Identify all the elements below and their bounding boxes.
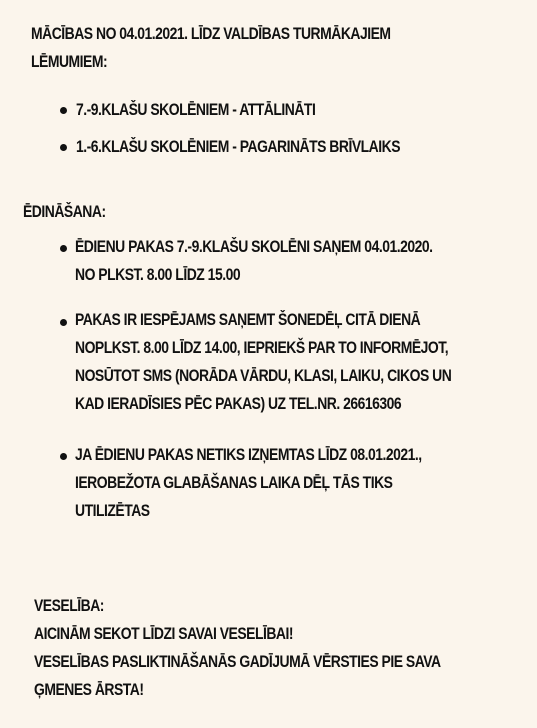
- intro-title: [31, 20, 391, 76]
- health-line: AICINĀM SEKOT LĪDZI SAVAI VESELĪBAI!: [34, 624, 294, 643]
- bullet-icon: [60, 144, 67, 151]
- list-item-text: 7.-9.KLAŠU SKOLĒNIEM - ATTĀLINĀTI: [76, 100, 316, 119]
- bullet-icon: [60, 453, 67, 460]
- bullet-icon: [60, 319, 67, 326]
- list-item-line: IEROBEŽOTA GLABĀŠANAS LAIKA DĒĻ TĀS TIKS: [75, 473, 393, 492]
- health-line: ĢMENES ĀRSTA!: [34, 680, 144, 699]
- intro-title-line: MĀCĪBAS NO 04.01.2021. LĪDZ VALDĪBAS TURMĀKAJIEM: [31, 24, 391, 43]
- bullet-icon: [60, 107, 67, 114]
- list-item-line: UTILIZĒTAS: [75, 501, 150, 520]
- intro-title-line: LĒMUMIEM:: [31, 52, 108, 71]
- list-item-line: ĒDIENU PAKAS 7.-9.KLAŠU SKOLĒNI SAŅEM 04.01.2020.: [75, 237, 433, 256]
- health-heading: VESELĪBA:: [34, 596, 104, 615]
- list-item-line: KAD IERADĪSIES PĒC PAKAS) UZ TEL.NR. 26616306: [75, 394, 402, 413]
- health-line: VESELĪBAS PASLIKTINĀŠANĀS GADĪJUMĀ VĒRSTIES PIE SAVA: [34, 652, 441, 671]
- catering-heading: ĒDINĀŠANA:: [23, 202, 106, 221]
- list-item-text: 1.-6.KLAŠU SKOLĒNIEM - PAGARINĀTS BRĪVLAIKS: [76, 137, 401, 156]
- list-item-line: NOSŪTOT SMS (NORĀDA VĀRDU, KLASI, LAIKU, CIKOS UN: [75, 366, 452, 385]
- list-item-line: JA ĒDIENU PAKAS NETIKS IZŅEMTAS LĪDZ 08.01.2021.,: [75, 445, 422, 464]
- list-item-line: PAKAS IR IESPĒJAMS SAŅEMT ŠONEDĒĻ CITĀ DIENĀ: [75, 310, 421, 329]
- list-item-line: NO PLKST. 8.00 LĪDZ 15.00: [75, 265, 241, 284]
- list-item-line: NOPLKST. 8.00 LĪDZ 14.00, IEPRIEKŠ PAR TO INFORMĒJOT,: [75, 338, 449, 357]
- bullet-icon: [60, 245, 67, 252]
